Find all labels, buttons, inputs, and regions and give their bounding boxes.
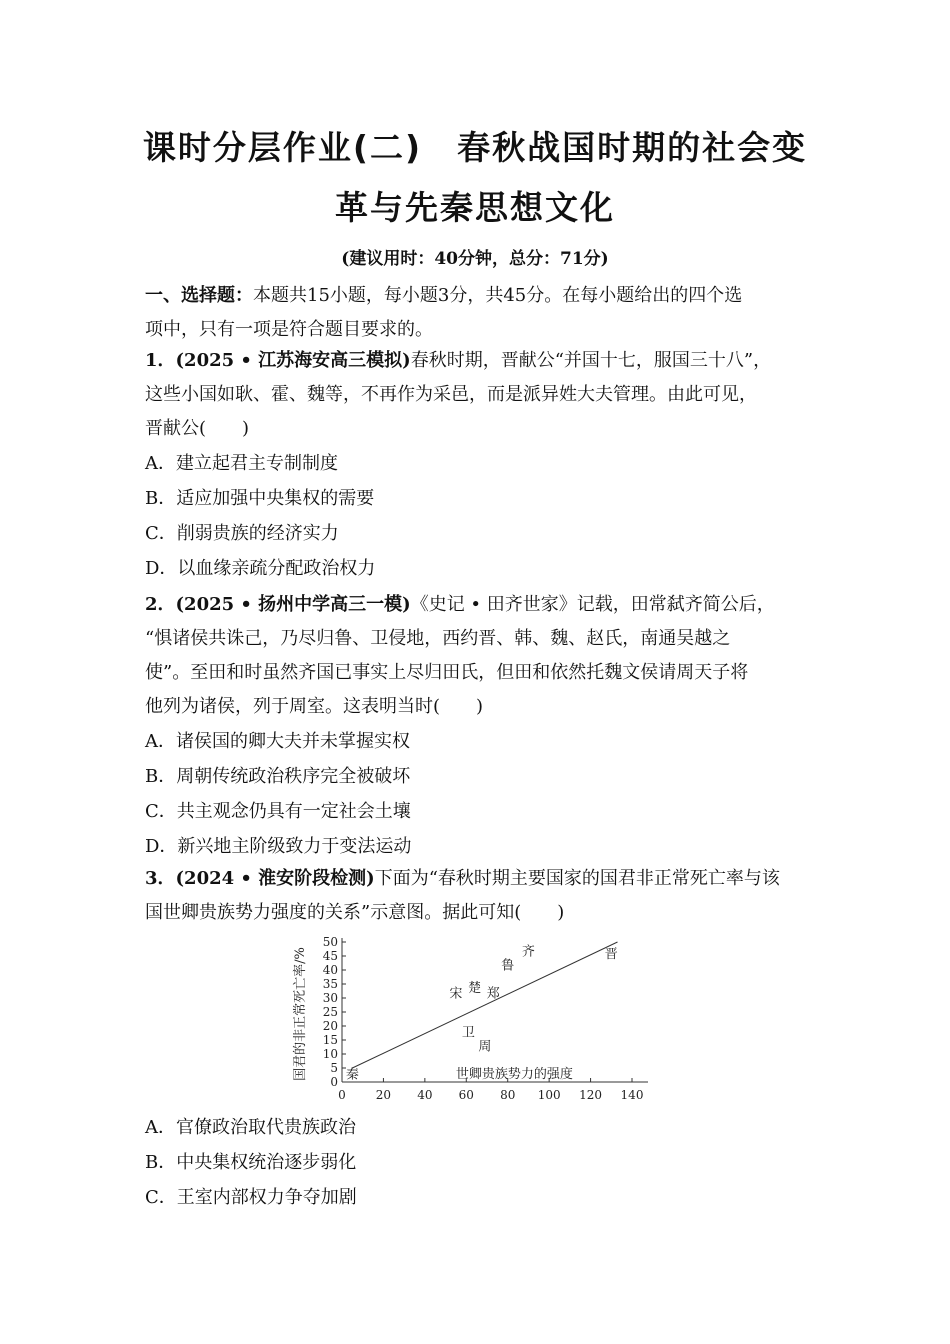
- data-point-label: 楚: [468, 980, 482, 996]
- option-c: C．王室内部权力争夺加剧: [145, 1187, 357, 1208]
- data-point-label: 宋: [449, 986, 463, 1002]
- x-tick-label: 40: [417, 1088, 433, 1102]
- x-tick-label: 0: [338, 1088, 346, 1102]
- section-label: 一、选择题：: [145, 285, 253, 306]
- x-tick-label: 120: [579, 1088, 603, 1102]
- y-tick-label: 0: [330, 1075, 338, 1089]
- data-point-label: 郑: [486, 986, 500, 1002]
- option-a: A．诸侯国的卿大夫并未掌握实权: [145, 731, 410, 752]
- question-text: 晋献公( ): [145, 418, 250, 439]
- data-point-label: 秦: [345, 1067, 359, 1083]
- data-point-label: 卫: [461, 1025, 475, 1041]
- data-point-label: 周: [478, 1039, 492, 1055]
- question-text: 《史记 • 田齐世家》记载，田常弑齐简公后，: [410, 594, 775, 615]
- y-tick-label: 20: [322, 1019, 338, 1033]
- x-tick-label: 140: [620, 1088, 644, 1102]
- question-text: 下面为“春秋时期主要国家的国君非正常死亡率与该: [374, 868, 780, 889]
- y-tick-label: 40: [322, 963, 338, 977]
- data-point-label: 齐: [521, 944, 535, 960]
- x-axis-title: 世卿贵族势力的强度: [455, 1067, 573, 1082]
- option-c: C．削弱贵族的经济实力: [145, 523, 339, 544]
- data-point-label: 晋: [604, 947, 618, 963]
- x-tick-label: 80: [500, 1088, 516, 1102]
- page-title-line1: 课时分层作业(二) 春秋战国时期的社会变: [142, 128, 808, 167]
- y-tick-label: 50: [322, 935, 338, 949]
- x-tick-label: 20: [375, 1088, 392, 1102]
- section-instructions: [145, 279, 815, 347]
- question-text: 这些小国如耿、霍、魏等，不再作为采邑，而是派异姓大夫管理。由此可见，: [145, 384, 757, 405]
- x-tick-label: 100: [537, 1088, 561, 1102]
- question-text: 国世卿贵族势力强度的关系”示意图。据此可知( ): [145, 902, 565, 923]
- question-text: 春秋时期，晋献公“并国十七，服国三十八”，: [410, 350, 772, 371]
- data-point-label: 鲁: [501, 958, 515, 974]
- question-number: 2．: [145, 594, 176, 615]
- y-tick-label: 30: [322, 991, 338, 1005]
- y-tick-label: 35: [322, 977, 338, 991]
- option-b: B．适应加强中央集权的需要: [145, 488, 375, 509]
- section-text-line2: 项中，只有一项是符合题目要求的。: [145, 319, 433, 340]
- option-a: A．官僚政治取代贵族政治: [145, 1117, 356, 1138]
- y-tick-label: 5: [330, 1061, 338, 1075]
- question-2: [145, 588, 815, 864]
- question-3: [145, 862, 815, 930]
- y-tick-label: 45: [322, 949, 338, 963]
- y-tick-label: 10: [322, 1047, 338, 1061]
- y-tick-label: 25: [322, 1005, 338, 1019]
- option-c: C．共主观念仍具有一定社会土壤: [145, 801, 411, 822]
- option-b: B．中央集权统治逐步弱化: [145, 1152, 357, 1173]
- section-text-line1: 本题共15小题，每小题3分，共45分。在每小题给出的四个选: [253, 285, 743, 306]
- question-number: 3．: [145, 868, 176, 889]
- question-text: 使”。至田和时虽然齐国已事实上尽归田氏，但田和依然托魏文侯请周天子将: [145, 662, 749, 683]
- question-text: “惧诸侯共诛己，乃尽归鲁、卫侵地，西约晋、韩、魏、赵氏，南通吴越之: [145, 628, 731, 649]
- chart-svg: [288, 932, 668, 1108]
- x-tick-label: 60: [458, 1088, 474, 1102]
- question-3-options: [145, 1111, 815, 1215]
- time-score-meta: (建议用时：40分钟，总分：71分): [341, 249, 609, 269]
- question-source: (2024 • 淮安阶段检测): [175, 868, 375, 889]
- question-number: 1．: [145, 350, 176, 371]
- y-tick-label: 15: [322, 1033, 338, 1047]
- page-title-line2: 革与先秦思想文化: [335, 188, 615, 227]
- option-b: B．周朝传统政治秩序完全被破坏: [145, 766, 411, 787]
- option-a: A．建立起君主专制制度: [145, 453, 338, 474]
- question-text: 他列为诸侯，列于周室。这表明当时( ): [145, 696, 484, 717]
- option-d: D．新兴地主阶级致力于变法运动: [145, 836, 412, 857]
- y-axis-title: 国君的非正常死亡率/%: [293, 947, 308, 1081]
- option-d: D．以血缘亲疏分配政治权力: [145, 558, 376, 579]
- question-source: (2025 • 江苏海安高三模拟): [175, 350, 411, 371]
- scatter-chart: [288, 932, 668, 1112]
- question-1: [145, 344, 815, 586]
- question-source: (2025 • 扬州中学高三一模): [175, 594, 411, 615]
